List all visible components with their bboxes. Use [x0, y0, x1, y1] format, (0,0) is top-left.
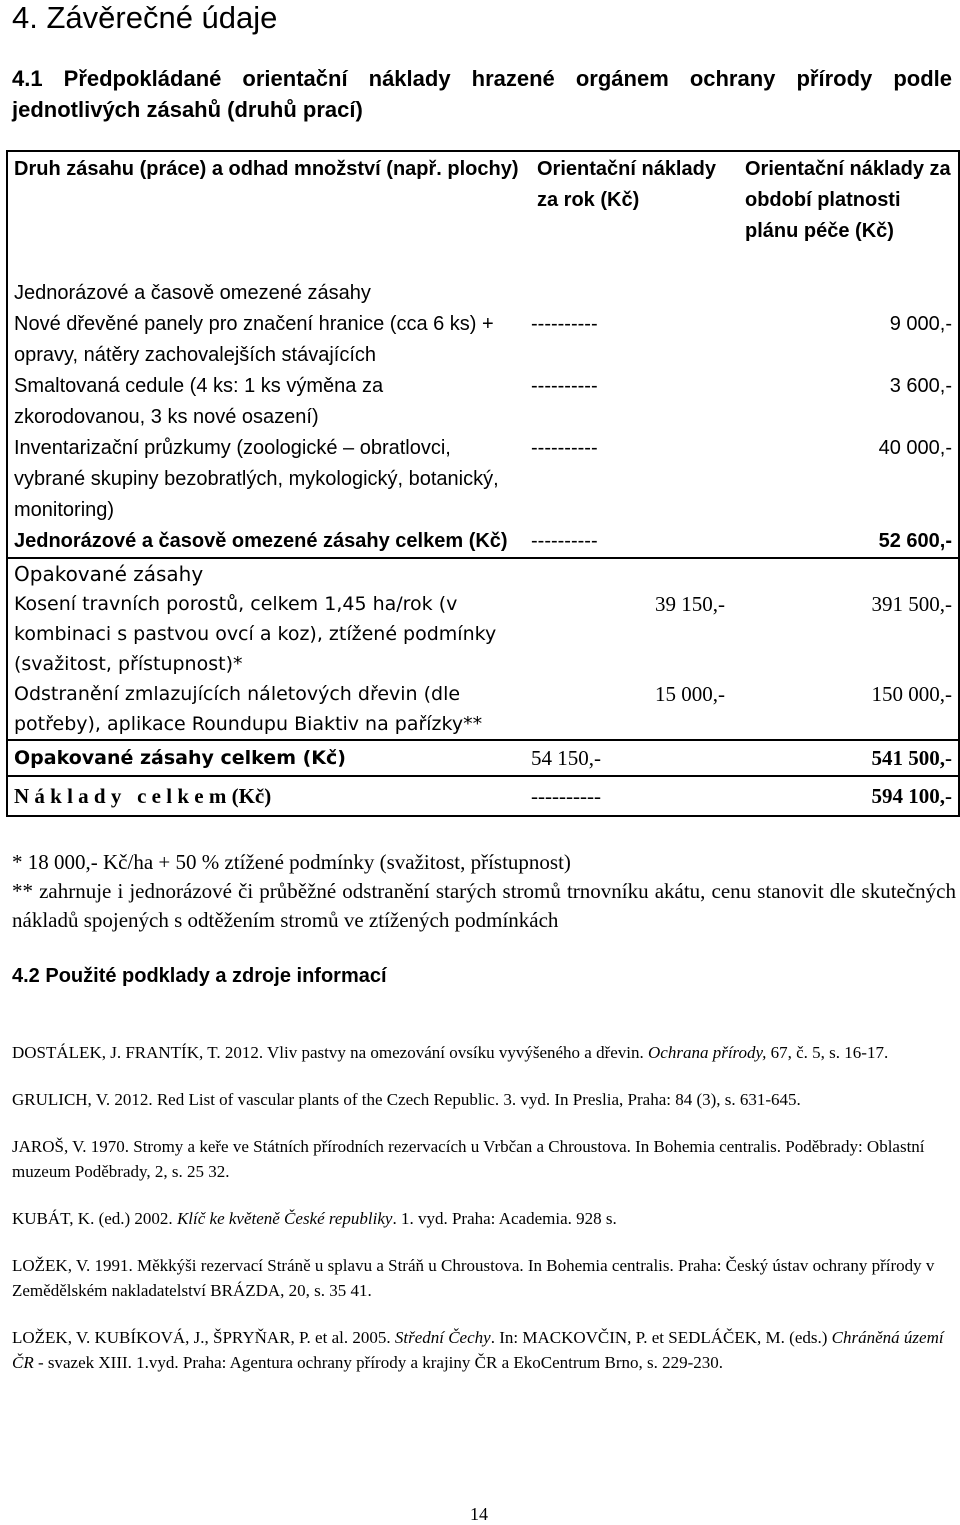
- row-label: Smaltovaná cedule (4 ks: 1 ks výměna za zkorodovanou, 3 ks nové osazení): [14, 375, 384, 428]
- section-row-one-time: [7, 278, 959, 309]
- row-label: Odstranění zmlazujících náletových dřevin (dle potřeby), aplikace Roundupu Biaktiv na pařízky**: [14, 683, 483, 735]
- reference-item: [12, 1087, 956, 1112]
- footnote: * 18 000,- Kč/ha + 50 % ztížené podmínky (svažitost, přístupnost): [12, 850, 571, 874]
- header-col-period: Orientační náklady za období platnosti plánu péče (Kč): [745, 158, 951, 242]
- subtotal-year-value: ----------: [531, 530, 598, 552]
- row-year-value: ----------: [531, 437, 598, 459]
- row-period-value: 9 000,-: [889, 313, 952, 335]
- row-period-value: 150 000,-: [871, 682, 952, 706]
- subtotal-period-value: 541 500,-: [871, 746, 952, 770]
- reference-item: [12, 1325, 956, 1375]
- reference-list: [12, 1040, 956, 1397]
- header-col-yearly: Orientační náklady za rok (Kč): [537, 158, 716, 211]
- reference-text: JAROŠ, V. 1970. Stromy a keře ve Státních přírodních rezervacích u Vrbčan a Chroustova. In Bohemia centralis. Poděbrady: Oblastní muzeum Poděbrady, 2, s. 25 32.: [12, 1137, 925, 1181]
- reference-italic: Klíč ke květeně České republiky: [176, 1209, 393, 1228]
- reference-text: . 1. vyd. Praha: Academia. 928 s.: [392, 1209, 617, 1228]
- row-period-value: 391 500,-: [871, 592, 952, 616]
- costs-table: [6, 150, 960, 817]
- section-row-recurring: [7, 558, 959, 589]
- row-year-value: 39 150,-: [655, 592, 725, 616]
- reference-italic: Ochrana přírody,: [648, 1043, 767, 1062]
- row-year-value: ----------: [531, 313, 598, 335]
- row-label: Inventarizační průzkumy (zoologické – obratlovci, vybrané skupiny bezobratlých, mykologický, botanický, monitoring): [14, 437, 499, 521]
- grand-total-year-value: ----------: [531, 784, 601, 808]
- reference-text: DOSTÁLEK, J. FRANTÍK, T. 2012. Vliv pastvy na omezování ovsíku vyvýšeného a dřevin.: [12, 1043, 649, 1062]
- section-title-recurring: Opakované zásahy: [14, 562, 204, 586]
- reference-text: LOŽEK, V. 1991. Měkkýši rezervací Stráně u splavu a Stráň u Chroustova. In Bohemia centralis. Praha: Český ústav ochrany přírody v Zemědělském nakladatelství BRÁZDA, 20, s. 35 41.: [12, 1256, 935, 1300]
- subtotal-row-one-time: [7, 526, 959, 558]
- row-period-value: 40 000,-: [878, 437, 952, 459]
- header-col-activity: Druh zásahu (práce) a odhad množství (např. plochy): [14, 158, 519, 180]
- table-row: [7, 679, 959, 740]
- subtotal-period-value: 52 600,-: [878, 530, 952, 552]
- grand-total-row: [7, 776, 959, 816]
- subtotal-label: Jednorázové a časově omezené zásahy celkem (Kč): [14, 530, 508, 552]
- row-label: Kosení travních porostů, celkem 1,45 ha/rok (v kombinaci s pastvou ovcí a koz), ztížené podmínky (svažitost, přístupnost)*: [14, 593, 497, 675]
- row-year-value: ----------: [531, 375, 598, 397]
- subtotal-year-value: 54 150,-: [531, 746, 601, 770]
- section-title-one-time: Jednorázové a časově omezené zásahy: [14, 282, 371, 304]
- grand-total-label: N á k l a d y c e l k e m (Kč): [14, 784, 272, 808]
- table-row: [7, 589, 959, 679]
- table-row: [7, 371, 959, 433]
- reference-text: KUBÁT, K. (ed.) 2002.: [12, 1209, 177, 1228]
- table-row: [7, 309, 959, 371]
- reference-italic: Chráněná území ČR: [12, 1328, 944, 1372]
- reference-item: [12, 1206, 956, 1231]
- grand-total-period-value: 594 100,-: [871, 784, 952, 808]
- row-label: Nové dřevěné panely pro značení hranice (cca 6 ks) + opravy, nátěry zachovalejších stávajících: [14, 313, 494, 366]
- reference-item: [12, 1253, 956, 1303]
- table-header-row: [7, 151, 959, 278]
- table-row: [7, 433, 959, 526]
- subtotal-row-recurring: [7, 740, 959, 776]
- section-title-costs: 4.1 Předpokládané orientační náklady hrazené orgánem ochrany přírody podle jednotlivých zásahů (druhů prací): [12, 66, 952, 122]
- reference-item: [12, 1040, 956, 1065]
- subtotal-label: Opakované zásahy celkem (Kč): [14, 747, 346, 769]
- row-year-value: 15 000,-: [655, 682, 725, 706]
- reference-text: . In: MACKOVČIN, P. et SEDLÁČEK, M. (eds.): [490, 1328, 832, 1347]
- reference-text: LOŽEK, V. KUBÍKOVÁ, J., ŠPRYŇAR, P. et al. 2005.: [12, 1328, 395, 1347]
- reference-item: [12, 1134, 956, 1184]
- reference-text: GRULICH, V. 2012. Red List of vascular plants of the Czech Republic. 3. vyd. In Preslia, Praha: 84 (3), s. 631-645.: [12, 1090, 801, 1109]
- row-period-value: 3 600,-: [889, 375, 952, 397]
- footnote: ** zahrnuje i jednorázové či průběžné odstranění starých stromů trnovníku akátu, cenu stanovit dle skutečných nákladů spojených s odtěžením stromů ve ztížených podmínkách: [12, 879, 956, 932]
- reference-text: 67, č. 5, s. 16-17.: [766, 1043, 889, 1062]
- section-title-sources: 4.2 Použité podklady a zdroje informací: [12, 965, 387, 987]
- page-number: 14: [470, 1504, 488, 1524]
- page-heading: 4. Závěrečné údaje: [12, 0, 278, 35]
- footnotes: [12, 848, 956, 935]
- reference-text: - svazek XIII. 1.vyd. Praha: Agentura ochrany přírody a krajiny ČR a EkoCentrum Brno, s. 229-230.: [33, 1353, 724, 1372]
- reference-italic: Střední Čechy: [394, 1328, 491, 1347]
